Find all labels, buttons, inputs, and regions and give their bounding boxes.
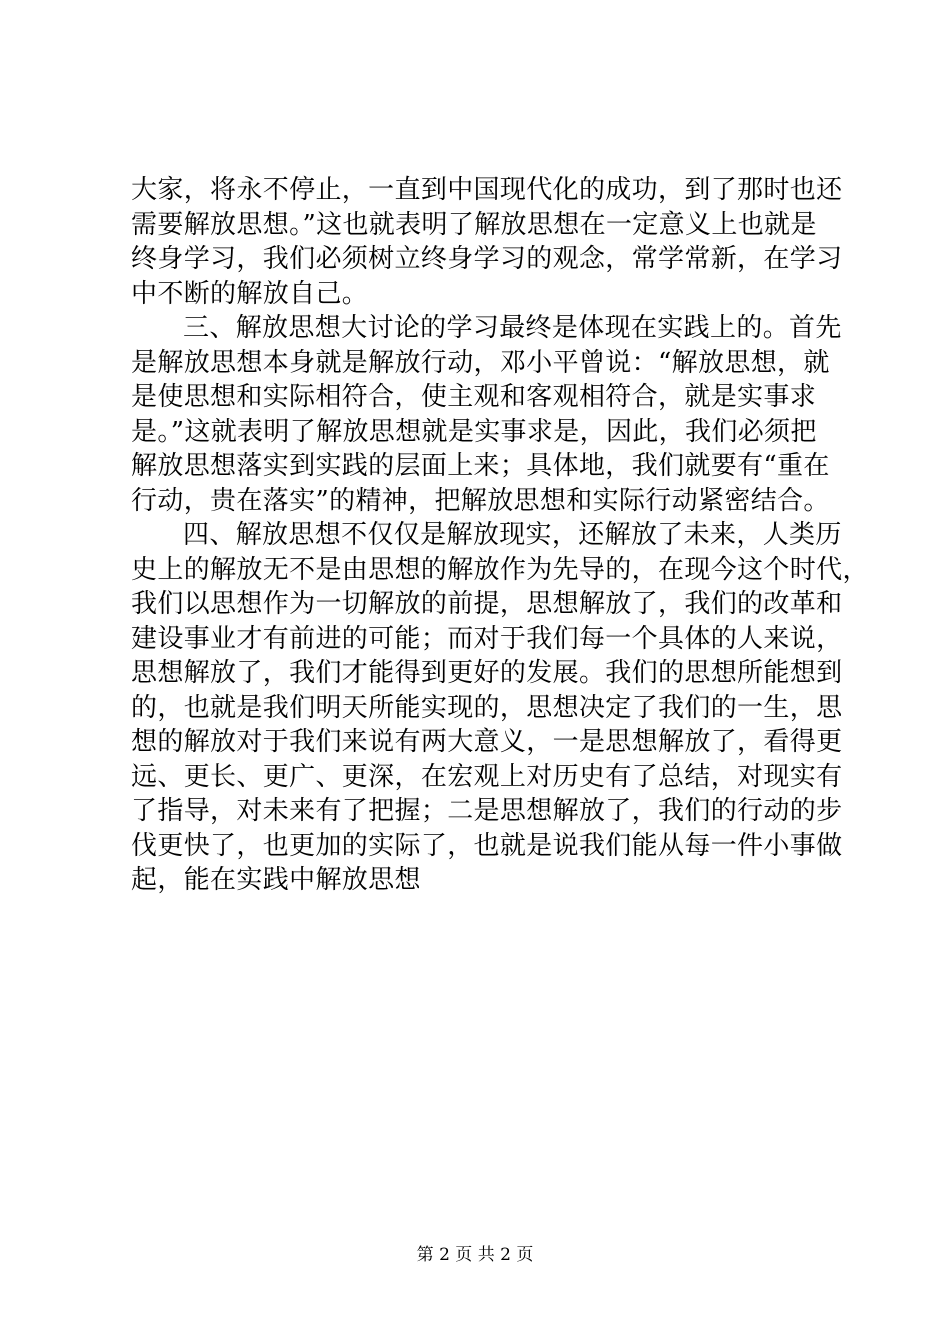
text-line: 需要解放思想。”这也就表明了解放思想在一定意义上也就是 [131, 209, 817, 240]
paragraph-4-first-line: 四、解放思想不仅仅是解放现实，还解放了未来，人类历 [183, 520, 842, 550]
text-line: 伐更快了，也更加的实际了，也就是说我们能从每一件小事做 [131, 830, 843, 861]
page-footer: 第 2 页 共 2 页 [416, 1245, 534, 1265]
text-line: 建设事业才有前进的可能；而对于我们每一个具体的人来说， [131, 623, 843, 654]
text-line: 思想解放了，我们才能得到更好的发展。我们的思想所能想到 [131, 658, 843, 688]
text-line: 了指导，对未来有了把握；二是思想解放了，我们的行动的步 [131, 796, 843, 826]
text-line: 是解放思想本身就是解放行动，邓小平曾说：“解放思想，就 [131, 347, 830, 378]
text-line: 大家，将永不停止，一直到中国现代化的成功，到了那时也还 [131, 175, 843, 205]
text-line: 的，也就是我们明天所能实现的，思想决定了我们的一生，思 [131, 692, 843, 723]
text-line: 是。”这就表明了解放思想就是实事求是，因此，我们必须把 [131, 416, 817, 447]
text-line: 想的解放对于我们来说有两大意义，一是思想解放了，看得更 [131, 727, 843, 757]
text-line: 起，能在实践中解放思想 [131, 865, 421, 895]
text-line: 终身学习，我们必须树立终身学习的观念，常学常新，在学习 [131, 244, 843, 274]
text-line: 我们以思想作为一切解放的前提，思想解放了，我们的改革和 [131, 589, 843, 619]
text-line: 是使思想和实际相符合，使主观和客观相符合，就是实事求 [131, 382, 817, 412]
text-line: 远、更长、更广、更深，在宏观上对历史有了总结，对现实有 [131, 761, 843, 792]
text-line: 史上的解放无不是由思想的解放作为先导的，在现今这个时代， [131, 554, 869, 585]
text-line: 行动，贵在落实”的精神，把解放思想和实际行动紧密结合。 [131, 485, 830, 516]
paragraph-3-first-line: 三、解放思想大讨论的学习最终是体现在实践上的。首先 [183, 313, 842, 343]
body-text [131, 173, 869, 898]
text-line: 中不断的解放自己。 [131, 278, 369, 309]
text-line: 解放思想落实到实践的层面上来；具体地，我们就要有“重在 [131, 451, 830, 481]
